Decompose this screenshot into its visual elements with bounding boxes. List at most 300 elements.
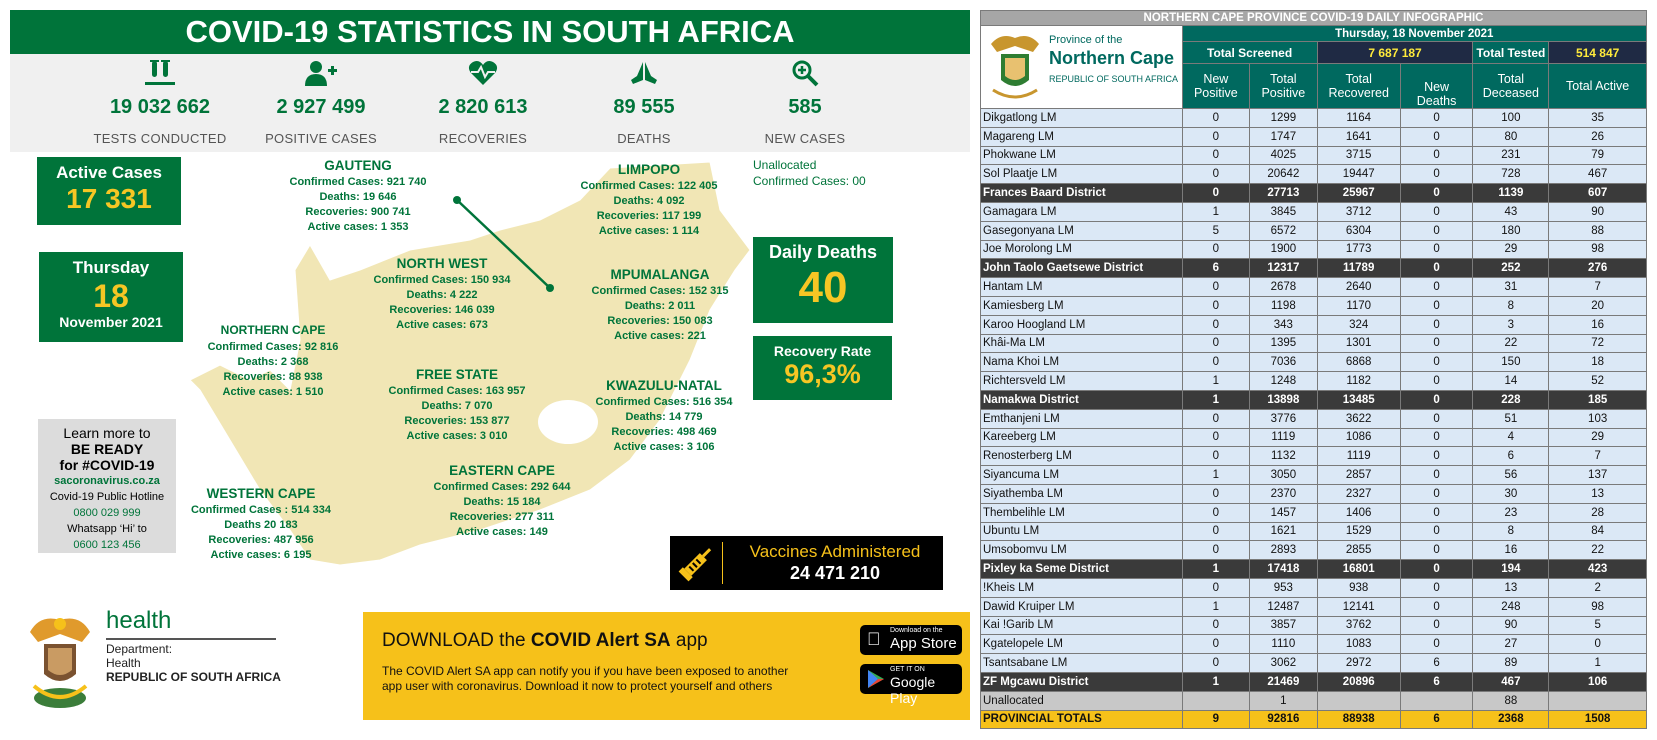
daily-deaths-value: 40 [798, 263, 848, 312]
province-recoveries: Recoveries: 277 311 [449, 511, 555, 523]
table-cell: 0 [1400, 503, 1473, 522]
table-cell: 185 [1549, 390, 1647, 409]
province-confirmed: Confirmed Cases: 122 405 [580, 180, 718, 192]
app-store-button[interactable] [860, 625, 962, 655]
table-row [981, 109, 1647, 128]
table-cell: 0 [1182, 447, 1250, 466]
row-label: Dikgatlong LM [981, 109, 1183, 128]
table-cell: 0 [1182, 409, 1250, 428]
row-label: Hantam LM [981, 278, 1183, 297]
table-cell: 7 [1549, 447, 1647, 466]
hotline-label: Covid-19 Public Hotline [49, 491, 165, 503]
table-cell: 4025 [1250, 146, 1318, 165]
stat-label: POSITIVE CASES [265, 131, 377, 146]
table-cell: 79 [1549, 146, 1647, 165]
unallocated-value: Confirmed Cases: 00 [753, 174, 866, 188]
table-cell: 20896 [1317, 672, 1400, 691]
stat-value: 2 927 499 [276, 96, 366, 118]
table-cell: 6 [1400, 654, 1473, 673]
table-row [981, 296, 1647, 315]
table-cell: 0 [1400, 560, 1473, 579]
table-cell: 14 [1473, 372, 1549, 391]
table-cell: 11789 [1317, 259, 1400, 278]
province-recoveries: Recoveries: 146 039 [389, 304, 495, 316]
province-confirmed: Confirmed Cases: 163 957 [388, 385, 526, 397]
row-label: Namakwa District [981, 390, 1183, 409]
table-cell: 20 [1549, 296, 1647, 315]
table-cell: 728 [1473, 165, 1549, 184]
northern-cape-table [980, 10, 1647, 729]
table-cell: 1 [1182, 390, 1250, 409]
province-recoveries: Recoveries: 88 938 [223, 371, 323, 383]
table-cell: 106 [1549, 672, 1647, 691]
table-cell: 6 [1182, 259, 1250, 278]
table-row [981, 541, 1647, 560]
table-row [981, 409, 1647, 428]
app-store-label: App Store [890, 635, 957, 652]
vaccines-label: Vaccines Administered [749, 542, 921, 561]
table-cell: 20642 [1250, 165, 1318, 184]
date-row [981, 26, 1647, 42]
table-cell: 84 [1549, 522, 1647, 541]
table-cell: 16 [1549, 315, 1647, 334]
vaccines-value: 24 471 210 [789, 563, 881, 583]
syringe-icon [676, 542, 718, 584]
table-row [981, 353, 1647, 372]
table-title-row [981, 11, 1647, 26]
row-label: Richtersveld LM [981, 372, 1183, 391]
table-cell: 56 [1473, 466, 1549, 485]
table-cell: 1900 [1250, 240, 1318, 259]
table-cell: 1299 [1250, 109, 1318, 128]
row-label: Sol Plaatje LM [981, 165, 1183, 184]
table-cell: 194 [1473, 560, 1549, 579]
table-cell: 3062 [1250, 654, 1318, 673]
district-row [981, 259, 1647, 278]
table-cell: 25967 [1317, 184, 1400, 203]
table-cell: 1 [1182, 560, 1250, 579]
table-row [981, 578, 1647, 597]
table-cell: 27 [1473, 635, 1549, 654]
table-cell: 0 [1182, 296, 1250, 315]
logo-rule [106, 638, 276, 640]
table-cell: 3857 [1250, 616, 1318, 635]
vaccines-box [670, 536, 943, 590]
table-cell: 1406 [1317, 503, 1400, 522]
table-cell: 0 [1400, 372, 1473, 391]
table-cell: 150 [1473, 353, 1549, 372]
active-cases-value: 17 331 [66, 183, 152, 214]
province-name: EASTERN CAPE [449, 463, 555, 478]
row-label: Ubuntu LM [981, 522, 1183, 541]
table-row [981, 315, 1647, 334]
table-cell: 231 [1473, 146, 1549, 165]
table-cell: 0 [1400, 315, 1473, 334]
table-cell: 1301 [1317, 334, 1400, 353]
province-deaths: Deaths: 4 222 [406, 289, 478, 301]
table-cell [1549, 691, 1647, 710]
table-cell: 13 [1549, 484, 1647, 503]
table-cell: 1747 [1250, 127, 1318, 146]
table-cell: 0 [1182, 353, 1250, 372]
table-row [981, 484, 1647, 503]
stat-new-cases [725, 58, 885, 146]
table-cell: 13898 [1250, 390, 1318, 409]
table-cell: 1395 [1250, 334, 1318, 353]
totals-row [981, 710, 1647, 729]
province-deaths: Deaths 20 183 [224, 519, 298, 531]
table-cell [1400, 691, 1473, 710]
google-play-small: GET IT ON [890, 666, 925, 673]
report-date: Thursday, 18 November 2021 [1182, 26, 1646, 42]
table-cell: 343 [1250, 315, 1318, 334]
table-cell: 3050 [1250, 466, 1318, 485]
learn-more-box [38, 419, 176, 553]
table-cell: 2855 [1317, 541, 1400, 560]
table-cell: 98 [1549, 597, 1647, 616]
table-cell: 0 [1400, 597, 1473, 616]
table-cell: 8 [1473, 522, 1549, 541]
table-cell: 7 [1549, 278, 1647, 297]
table-cell: 324 [1317, 315, 1400, 334]
province-western-cape [186, 486, 336, 563]
row-label: Khâi-Ma LM [981, 334, 1183, 353]
row-label: Siyancuma LM [981, 466, 1183, 485]
table-cell: 1110 [1250, 635, 1318, 654]
table-cell: 0 [1400, 447, 1473, 466]
table-cell: 0 [1400, 221, 1473, 240]
table-cell: 0 [1400, 334, 1473, 353]
table-cell: 1170 [1317, 296, 1400, 315]
table-cell: 0 [1182, 616, 1250, 635]
province-gauteng [283, 158, 433, 235]
date-month: November 2021 [59, 314, 163, 330]
table-cell: 0 [1182, 635, 1250, 654]
table-cell: 0 [1182, 503, 1250, 522]
total-tested-label: Total Tested [1473, 42, 1549, 64]
table-cell: 2370 [1250, 484, 1318, 503]
table-cell: 12487 [1250, 597, 1318, 616]
table-cell: 2327 [1317, 484, 1400, 503]
table-cell: 90 [1473, 616, 1549, 635]
table-row [981, 240, 1647, 259]
row-label: Nama Khoi LM [981, 353, 1183, 372]
province-recoveries: Recoveries: 900 741 [305, 206, 411, 218]
table-cell: 0 [1182, 109, 1250, 128]
table-row [981, 202, 1647, 221]
recovery-rate-label: Recovery Rate [773, 343, 872, 359]
province-active: Active cases: 1 353 [307, 221, 409, 233]
province-kwazulu-natal [589, 378, 739, 455]
table-cell: 0 [1182, 578, 1250, 597]
table-cell: 30 [1473, 484, 1549, 503]
table-cell: 1086 [1317, 428, 1400, 447]
table-cell: 35 [1549, 109, 1647, 128]
stat-deaths [564, 58, 724, 146]
coat-of-arms-icon [20, 612, 100, 712]
table-cell: 0 [1400, 184, 1473, 203]
table-cell: 0 [1182, 184, 1250, 203]
table-cell: 228 [1473, 390, 1549, 409]
apple-icon [867, 629, 881, 650]
table-cell: 1 [1549, 654, 1647, 673]
table-row [981, 597, 1647, 616]
table-cell: 1529 [1317, 522, 1400, 541]
table-cell: 0 [1400, 296, 1473, 315]
table-cell: 3 [1473, 315, 1549, 334]
date-day: Thursday [72, 258, 150, 277]
province-active: Active cases: 1 510 [222, 386, 324, 398]
table-cell: 26 [1549, 127, 1647, 146]
table-cell: 23 [1473, 503, 1549, 522]
table-cell: 1508 [1549, 710, 1647, 729]
table-cell: 52 [1549, 372, 1647, 391]
table-row [981, 127, 1647, 146]
table-cell: 13 [1473, 578, 1549, 597]
dept-line: Health [106, 656, 141, 670]
table-cell: 1119 [1317, 447, 1400, 466]
district-row [981, 390, 1647, 409]
row-label: Gamagara LM [981, 202, 1183, 221]
table-cell: 0 [1182, 315, 1250, 334]
province-limpopo [574, 162, 724, 239]
table-cell: 28 [1549, 503, 1647, 522]
learn-hashtag: for #COVID-19 [59, 457, 155, 473]
table-cell: 6 [1400, 672, 1473, 691]
table-cell: 0 [1400, 466, 1473, 485]
province-confirmed: Confirmed Cases: 152 315 [591, 285, 729, 297]
add-person-icon [241, 58, 401, 88]
download-title-app: COVID Alert SA [530, 630, 671, 651]
table-cell: 19447 [1317, 165, 1400, 184]
table-row [981, 635, 1647, 654]
column-header: New Positive [1182, 64, 1250, 109]
table-cell: 6 [1473, 447, 1549, 466]
table-row [981, 334, 1647, 353]
total-screened-value: 7 687 187 [1317, 42, 1473, 64]
table-cell: 1248 [1250, 372, 1318, 391]
table-cell: 88 [1473, 691, 1549, 710]
table-cell: 3762 [1317, 616, 1400, 635]
table-cell: 252 [1473, 259, 1549, 278]
table-cell: 1773 [1317, 240, 1400, 259]
table-cell: 3715 [1317, 146, 1400, 165]
table-cell: 18 [1549, 353, 1647, 372]
unallocated-note [753, 157, 866, 189]
table-cell: 0 [1400, 428, 1473, 447]
table-cell: 938 [1317, 578, 1400, 597]
whatsapp-number[interactable]: 0600 123 456 [73, 539, 141, 551]
daily-deaths-label: Daily Deaths [768, 242, 878, 262]
row-label: Kgatelopele LM [981, 635, 1183, 654]
app-store-small: Download on the [890, 627, 943, 634]
table-cell: 0 [1400, 616, 1473, 635]
table-cell: 29 [1549, 428, 1647, 447]
table-row [981, 466, 1647, 485]
table-cell: 51 [1473, 409, 1549, 428]
province-active: Active cases: 149 [456, 526, 548, 538]
table-cell: 98 [1549, 240, 1647, 259]
table-cell: 3845 [1250, 202, 1318, 221]
table-row [981, 447, 1647, 466]
table-cell: 1621 [1250, 522, 1318, 541]
table-cell: 22 [1549, 541, 1647, 560]
table-cell: 9 [1182, 710, 1250, 729]
website-link[interactable]: sacoronavirus.co.za [54, 475, 160, 487]
province-active: Active cases: 6 195 [210, 549, 312, 561]
table-cell: 0 [1400, 522, 1473, 541]
row-label: ZF Mgcawu District [981, 672, 1183, 691]
table-cell: 3622 [1317, 409, 1400, 428]
row-label: Gasegonyana LM [981, 221, 1183, 240]
heartbeat-icon [403, 58, 563, 88]
province-active: Active cases: 1 114 [598, 225, 700, 237]
table-cell: 0 [1182, 165, 1250, 184]
table-cell: 0 [1400, 146, 1473, 165]
table-row [981, 654, 1647, 673]
table-cell: 22 [1473, 334, 1549, 353]
province-confirmed: Confirmed Cases: 92 816 [207, 341, 339, 353]
province-deaths: Deaths: 2 368 [237, 356, 309, 368]
province-confirmed: Confirmed Cases: 921 740 [289, 176, 427, 188]
table-cell: 5 [1182, 221, 1250, 240]
table-cell: 0 [1182, 146, 1250, 165]
dept-line: Department: [106, 642, 173, 656]
table-cell: 92816 [1250, 710, 1318, 729]
date-number: 18 [93, 278, 129, 314]
total-tested-value: 514 847 [1549, 42, 1647, 64]
table-cell: 88938 [1317, 710, 1400, 729]
row-label: Umsobomvu LM [981, 541, 1183, 560]
province-recoveries: Recoveries: 153 877 [404, 415, 510, 427]
province-confirmed: Confirmed Cases: 292 644 [433, 481, 571, 493]
table-cell: 0 [1400, 635, 1473, 654]
table-cell: 0 [1400, 409, 1473, 428]
google-play-button[interactable] [860, 664, 962, 706]
table-cell [1182, 691, 1250, 710]
table-cell: 0 [1182, 127, 1250, 146]
table-cell: 1 [1182, 466, 1250, 485]
row-label: Unallocated [981, 691, 1183, 710]
download-description: The COVID Alert SA app can notify you if you have been exposed to another app user with coronavirus. Download it now to protect yourself and others [382, 664, 789, 693]
province-deaths: Deaths: 14 779 [625, 411, 703, 423]
praying-hands-icon [564, 58, 724, 88]
department-name [106, 642, 281, 684]
unallocated-label: Unallocated [753, 158, 817, 172]
province-active: Active cases: 221 [614, 330, 706, 342]
table-cell: 6572 [1250, 221, 1318, 240]
row-label: Kareeberg LM [981, 428, 1183, 447]
province-recoveries: Recoveries: 150 083 [607, 315, 713, 327]
download-title-post: app [670, 630, 708, 651]
row-label: Pixley ka Seme District [981, 560, 1183, 579]
row-label: PROVINCIAL TOTALS [981, 710, 1183, 729]
table-cell: 1 [1182, 202, 1250, 221]
table-cell: 0 [1549, 635, 1647, 654]
table-cell: 1 [1182, 672, 1250, 691]
table-title: NORTHERN CAPE PROVINCE COVID-19 DAILY INFOGRAPHIC [981, 11, 1647, 26]
logo-line-3: REPUBLIC OF SOUTH AFRICA [1049, 74, 1179, 84]
table-cell: 0 [1400, 390, 1473, 409]
table-cell: 3776 [1250, 409, 1318, 428]
table-cell: 0 [1400, 278, 1473, 297]
table-cell: 13485 [1317, 390, 1400, 409]
table-cell: 0 [1182, 541, 1250, 560]
table-cell: 1182 [1317, 372, 1400, 391]
province-recoveries: Recoveries: 498 469 [611, 426, 717, 438]
stat-value: 89 555 [613, 96, 675, 118]
province-name: NORTH WEST [396, 256, 488, 271]
district-row [981, 184, 1647, 203]
table-cell: 0 [1182, 522, 1250, 541]
province-recoveries: Recoveries: 117 199 [596, 210, 702, 222]
table-cell: 17418 [1250, 560, 1318, 579]
province-logo [981, 26, 1183, 109]
province-deaths: Deaths: 2 011 [624, 300, 696, 312]
province-active: Active cases: 3 106 [613, 441, 715, 453]
recovery-rate-value: 96,3% [784, 359, 861, 389]
stat-label: NEW CASES [764, 131, 846, 146]
table-cell: 72 [1549, 334, 1647, 353]
hotline-number[interactable]: 0800 029 999 [73, 507, 141, 519]
province-active: Active cases: 673 [396, 319, 488, 331]
row-label: Thembelihle LM [981, 503, 1183, 522]
recovery-rate-box [753, 336, 892, 400]
table-cell: 0 [1400, 541, 1473, 560]
active-cases-label: Active Cases [56, 163, 162, 182]
province-confirmed: Confirmed Cases : 514 334 [190, 504, 331, 516]
table-cell: 6304 [1317, 221, 1400, 240]
table-cell: 423 [1549, 560, 1647, 579]
province-name: MPUMALANGA [610, 267, 710, 282]
table-cell: 2857 [1317, 466, 1400, 485]
table-cell: 0 [1182, 278, 1250, 297]
table-cell: 6868 [1317, 353, 1400, 372]
table-cell: 0 [1400, 109, 1473, 128]
google-play-icon [867, 669, 885, 689]
stat-value: 19 032 662 [109, 96, 211, 118]
stat-tests [80, 58, 240, 146]
table-cell: 16801 [1317, 560, 1400, 579]
table-cell: 31 [1473, 278, 1549, 297]
row-label: Joe Morolong LM [981, 240, 1183, 259]
row-label: Renosterberg LM [981, 447, 1183, 466]
table-cell: 0 [1182, 484, 1250, 503]
stat-label: DEATHS [617, 131, 671, 146]
province-mpumalanga [585, 267, 735, 344]
table-cell: 953 [1250, 578, 1318, 597]
table-cell: 2972 [1317, 654, 1400, 673]
table-cell: 137 [1549, 466, 1647, 485]
table-cell: 12317 [1250, 259, 1318, 278]
active-cases-box [37, 157, 181, 225]
table-cell: 88 [1549, 221, 1647, 240]
magnifier-plus-icon [725, 58, 885, 88]
table-cell: 2640 [1317, 278, 1400, 297]
province-confirmed: Confirmed Cases: 516 354 [595, 396, 733, 408]
column-header: Total Recovered [1317, 64, 1400, 109]
row-label: Emthanjeni LM [981, 409, 1183, 428]
column-header: New Deaths [1400, 64, 1473, 109]
dept-line: REPUBLIC OF SOUTH AFRICA [106, 670, 281, 684]
table-cell: 467 [1549, 165, 1647, 184]
table-cell: 1119 [1250, 428, 1318, 447]
province-confirmed: Confirmed Cases: 150 934 [373, 274, 511, 286]
table-cell: 1164 [1317, 109, 1400, 128]
row-label: John Taolo Gaetsewe District [981, 259, 1183, 278]
total-screened-label: Total Screened [1182, 42, 1317, 64]
table-cell: 0 [1400, 165, 1473, 184]
